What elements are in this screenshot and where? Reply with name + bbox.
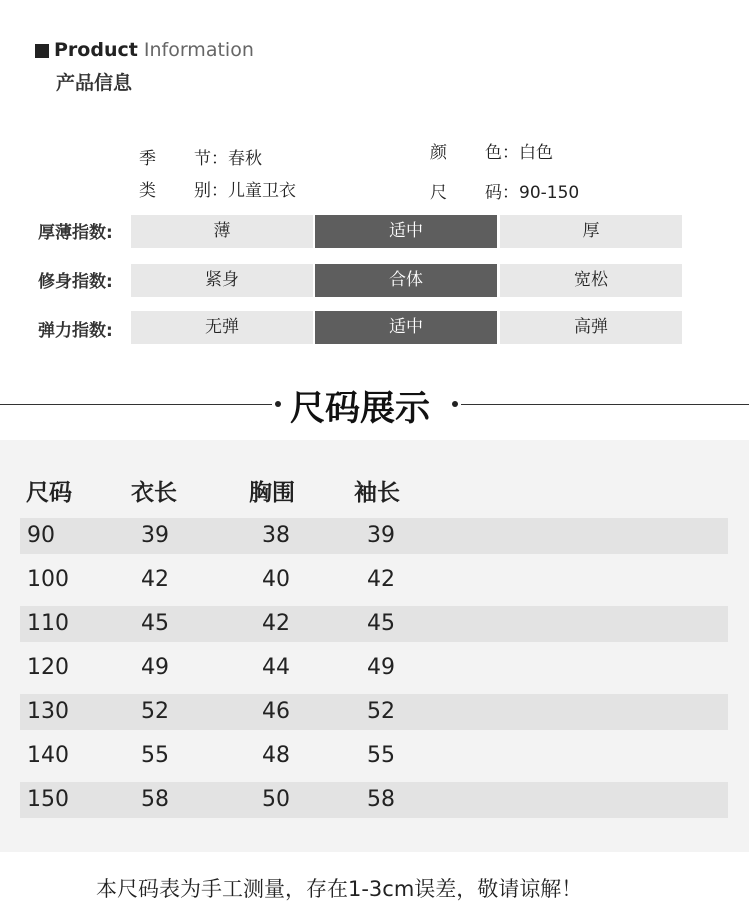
fit-option-regular: 合体 (315, 264, 497, 297)
table-cell-size: 90 (27, 523, 55, 548)
table-cell-sleeve: 55 (367, 743, 395, 768)
table-cell-length: 39 (141, 523, 169, 548)
spec-season-key-a: 季 (139, 149, 156, 169)
table-cell-size: 150 (27, 787, 69, 812)
table-cell-sleeve: 45 (367, 611, 395, 636)
table-header-length: 衣长 (131, 480, 177, 506)
table-cell-size: 100 (27, 567, 69, 592)
divider-dot-right (452, 401, 458, 407)
spec-color-key-b: 色： (485, 143, 519, 163)
stretch-option-high: 高弹 (500, 311, 682, 344)
header-title (54, 39, 254, 61)
header-square-icon (35, 44, 49, 58)
thickness-index-label: 厚薄指数: (38, 223, 113, 243)
table-cell-chest: 40 (262, 567, 290, 592)
header-subtitle: 产品信息 (56, 72, 133, 94)
table-cell-size: 110 (27, 611, 69, 636)
table-header-sleeve: 袖长 (354, 480, 400, 506)
table-cell-chest: 38 (262, 523, 290, 548)
table-cell-size: 120 (27, 655, 69, 680)
spec-category (139, 176, 296, 201)
spec-season-value: 春秋 (228, 149, 262, 169)
table-cell-length: 49 (141, 655, 169, 680)
divider-right (461, 404, 749, 405)
thickness-option-thick: 厚 (500, 215, 682, 248)
table-header-size: 尺码 (26, 480, 72, 506)
table-cell-length: 58 (141, 787, 169, 812)
stretch-option-medium: 适中 (315, 311, 497, 344)
spec-size (430, 178, 579, 203)
table-cell-size: 130 (27, 699, 69, 724)
table-cell-chest: 50 (262, 787, 290, 812)
fit-index-label: 修身指数: (38, 272, 113, 292)
spec-color (430, 138, 553, 163)
spec-category-value: 儿童卫衣 (228, 181, 296, 201)
divider-dot-left (275, 401, 281, 407)
table-cell-length: 42 (141, 567, 169, 592)
table-cell-sleeve: 58 (367, 787, 395, 812)
thickness-option-thin: 薄 (131, 215, 313, 248)
table-cell-sleeve: 39 (367, 523, 395, 548)
table-cell-chest: 42 (262, 611, 290, 636)
spec-size-key-a: 尺 (430, 183, 447, 203)
spec-season (139, 144, 262, 169)
stretch-index-label: 弹力指数: (38, 321, 113, 341)
thickness-option-medium: 适中 (315, 215, 497, 248)
spec-category-key-b: 别： (194, 181, 228, 201)
table-cell-sleeve: 52 (367, 699, 395, 724)
table-cell-length: 55 (141, 743, 169, 768)
table-cell-size: 140 (27, 743, 69, 768)
fit-option-loose: 宽松 (500, 264, 682, 297)
header-title-bold: Product (54, 39, 138, 61)
stretch-option-none: 无弹 (131, 311, 313, 344)
spec-season-key-b: 节： (194, 149, 228, 169)
divider-left (0, 404, 272, 405)
table-cell-chest: 46 (262, 699, 290, 724)
table-cell-sleeve: 49 (367, 655, 395, 680)
table-cell-sleeve: 42 (367, 567, 395, 592)
spec-color-value: 白色 (519, 143, 553, 163)
table-cell-chest: 48 (262, 743, 290, 768)
fit-option-tight: 紧身 (131, 264, 313, 297)
spec-size-value: 90-150 (519, 183, 580, 203)
table-cell-length: 45 (141, 611, 169, 636)
table-cell-length: 52 (141, 699, 169, 724)
size-section-title: 尺码展示 (290, 389, 431, 429)
table-cell-chest: 44 (262, 655, 290, 680)
header-title-light: Information (143, 39, 254, 61)
spec-category-key-a: 类 (139, 181, 156, 201)
spec-color-key-a: 颜 (430, 143, 447, 163)
spec-size-key-b: 码： (485, 183, 519, 203)
measurement-note: 本尺码表为手工测量，存在1-3cm误差，敬请谅解！ (96, 877, 583, 901)
table-header-chest: 胸围 (249, 480, 295, 506)
